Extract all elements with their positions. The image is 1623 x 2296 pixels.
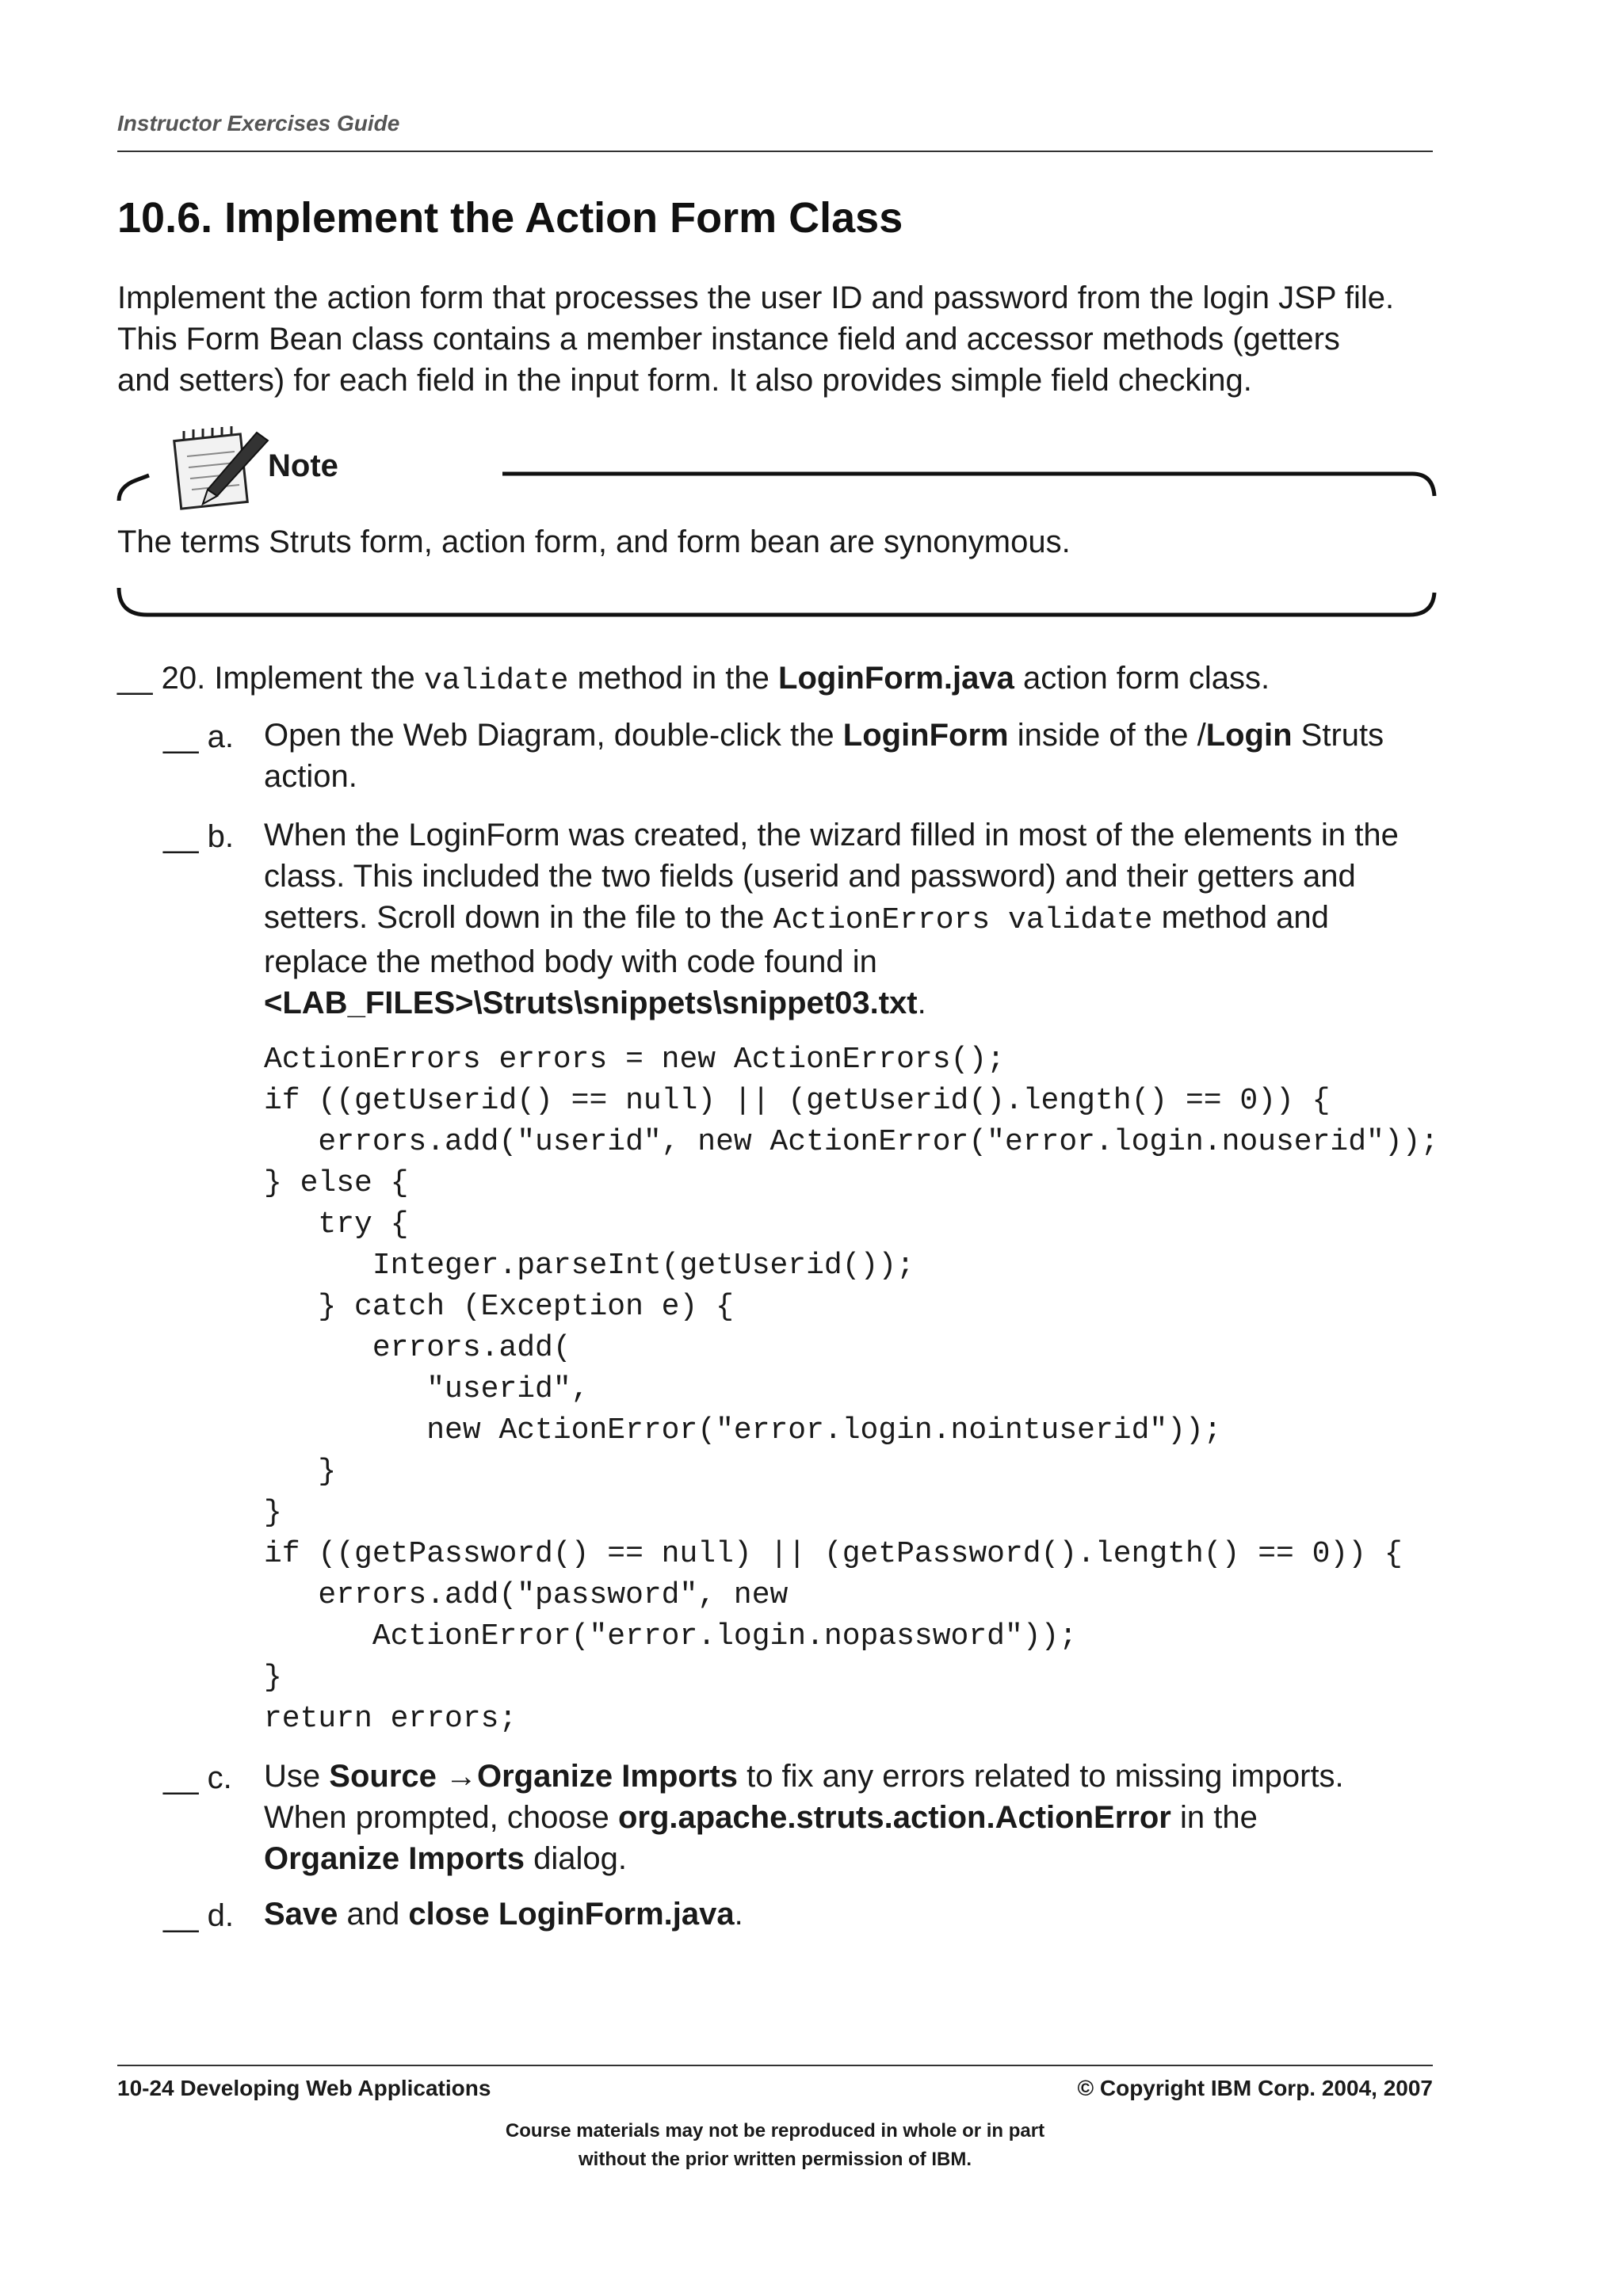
note-text: The terms Struts form, action form, and form bean are synonymous. xyxy=(117,524,1071,559)
footer-rule xyxy=(117,2065,1433,2066)
intro-paragraph xyxy=(117,277,1449,401)
intro-line-3: and setters) for each field in the input form. It also provides simple field checking. xyxy=(117,363,1252,398)
notepad-pencil-icon xyxy=(174,426,268,509)
running-header: Instructor Exercises Guide xyxy=(117,111,400,135)
intro-line-1: Implement the action form that processes the user ID and password from the login JSP file. xyxy=(117,280,1395,315)
substep-a-mark: __ a. xyxy=(163,719,234,754)
file-name-loginform: LoginForm.java xyxy=(778,661,1014,696)
footer-copyright: © Copyright IBM Corp. 2004, 2007 xyxy=(1077,2076,1433,2100)
inline-code-validate: validate xyxy=(423,664,569,698)
snippet-path: <LAB_FILES>\Struts\snippets\snippet03.txt xyxy=(264,986,918,1020)
substep-c-mark: __ c. xyxy=(163,1760,232,1795)
substep-a: Open the Web Diagram, double-click the LoginForm inside of the /Login Struts action. xyxy=(264,718,1384,794)
substep-b: When the LoginForm was created, the wizard filled in most of the elements in the class. This included the two fields (userid and password) and their getters and setters. Scroll down in the file to the ActionErrors validate method and replace the method body with code found in <LAB_FILES>\Struts\snippets\snippet03.txt. xyxy=(264,818,1399,1020)
intro-line-2: This Form Bean class contains a member instance field and accessor methods (getters xyxy=(117,322,1340,357)
footer-page-label: 10-24 Developing Web Applications xyxy=(117,2076,491,2100)
note-label: Note xyxy=(268,448,338,483)
section-heading: 10.6. Implement the Action Form Class xyxy=(117,194,903,242)
arrow-right-icon: → xyxy=(445,1759,477,1794)
substep-b-mark: __ b. xyxy=(163,819,234,854)
step-20-checkmark-blank: __ 20. xyxy=(117,661,206,696)
substep-d-mark: __ d. xyxy=(163,1898,234,1933)
header-rule xyxy=(117,151,1433,152)
footer-legal-notice: Course materials may not be reproduced in whole or in part without the prior written permission of IBM. xyxy=(505,2120,1045,2170)
code-block: ActionErrors errors = new ActionErrors(); if ((getUserid() == null) || (getUserid().length() == 0)) { errors.add("userid", new ActionError("error.login.nouserid")); } else { try { Integer.parseInt(getUserid()); } catch (Exception e) { errors.add( "userid", new ActionError("error.login.nointuserid")); } } if ((getPassword() == null) || (getPassword().length() == 0)) { errors.add("password", new ActionError("error.login.nopassword")); } return errors; xyxy=(264,1043,1439,1736)
inline-code-actionerrors-validate: ActionErrors validate xyxy=(773,903,1153,937)
step-20: __ 20. Implement the validate method in the LoginForm.java action form class. xyxy=(117,661,1270,698)
substep-c: Use Source →Organize Imports to fix any errors related to missing imports. When prompted, choose org.apache.struts.action.ActionError in the Organize Imports dialog. xyxy=(264,1759,1344,1876)
substep-d: Save and close LoginForm.java. xyxy=(264,1897,743,1932)
